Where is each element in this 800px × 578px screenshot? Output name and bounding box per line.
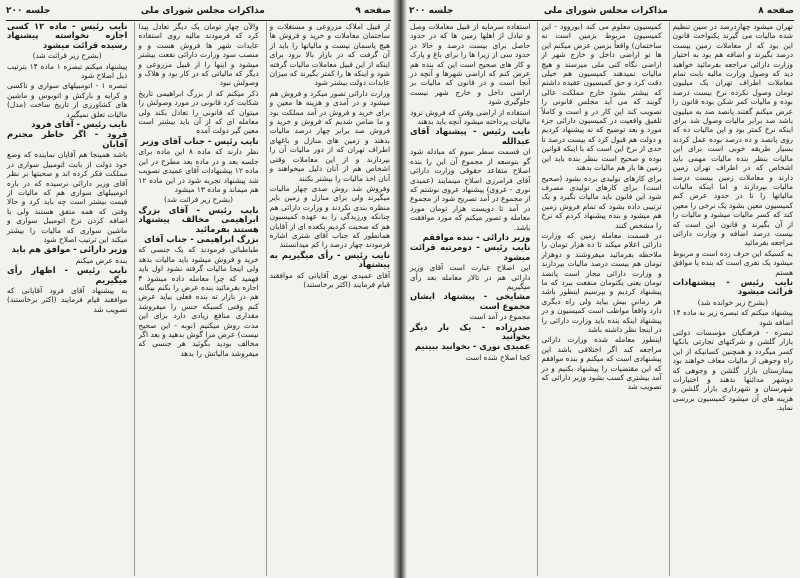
paragraph: بنده عرض میکنم: [75, 255, 128, 265]
paragraph: برای کارهای تولیدی برده بشود (صحیح است) برای کارهای تولیدی مصرف شود این قانون باید مالیات بگیرد و یک ترتیبی داده بشود که تمام فروش زمین هم میشود و بنده پیشنهاد کردم که نرخ را مشخص کنند: [541, 173, 662, 230]
session-number: جلسه ۲۰۰: [6, 6, 51, 16]
text-column: [669, 22, 796, 576]
paragraph: اینطور معامله شده وزارت دارائی مراجعه کند اگر اختلافی باشد این پیشنهادی است که میکنم و بنده موافقم که این مقتضیات را پیشنهاد بکنیم و در آمد بیشتری کسب بشود وزیر دارائی که تصویب شد: [541, 335, 662, 392]
paragraph: باشد همینجا هم آقایان نماینده که وضع خود دولت از بابت اتومبیل سواری در مملکت فکر کرده اند و صحبتها بر نظر آقای وزیر دارائی نرسیده که در باره اتومبیلهای سواری هم که مالیات از قیمت بیشتر است چه باید کرد و حالا وقتی که همه متفق هستند ولی با اضافه کردن نرخ اتومبیل سواری و ماشین سواری که مالیات را بیشتر میکند این ترتیب اصلاح شود: [7, 150, 128, 244]
text-column: [407, 22, 533, 576]
paragraph: به پیشنهاد آقای فرود آقایانی که موافقند قیام فرمایند (اکثر برخاستند) تصویب شد: [7, 285, 128, 314]
book-fold-gutter: [393, 0, 407, 578]
speaker-line: بزرگ ابراهیمی - جناب آقای: [144, 233, 259, 244]
left-page: [0, 0, 397, 578]
paragraph: طباطبائی فرمودند که یک جنسی که خرید و فروش میشود باید مالیات بدهد ولی اینجا مالیات گرفته نشود اول باید فهمید که چرا معامله داده میشود ۴ اجازه بفرمائید بنده عرض را بکنم بیگانه هم در بازار ته بنده فعلی بیاید عرض کنم وقتی کسیکه جنس را میفروشد مقداری منافع زیادی دارد برای این مدت روش میکنیم (نوبه - این صحیح نیست) عرض مرا گوش بدهید و بعد اگر مخالف بودید بگوئید هر جنسی که میفروشد مالیاتش را بدهد: [138, 245, 259, 358]
paragraph: استفاده از اراضی وقتی که فروش نرود مالیات پرداخته میشود آنچه باید بدهند: [410, 107, 531, 127]
speaker-line: فرود - اگر خاطر محترم آقایان: [7, 129, 128, 149]
paragraph: وزارت دارائی تصور میکرد و فروش هم میشود و در آمدی و هزینه ها معین و برای خرید و فروش در آمد مملکت بود و ما ضامن شدیم که فروش و خرید و فروش صد برابر چهار درصد مالیات بدهند و زمین های منازل و باغهای اطراف تهران که از دور مالیات آن را بپردازند و از این معاملات وقتی اشخاص هم از آنان دلیل میخواهند و آنان اخذ مالیات را بیشتر بکنند: [269, 88, 390, 183]
paragraph: از قبیل املاک مزروعی و مستغلات و ساختمان معاملات و خرید و فروش ها هیچ یاسمان نیست و مالیاتها را باید از آن گرفت که در بازار بالا برود برای اینکه از این قبیل معاملات مالیات گرفته شود و اینکه ها را کمتر بگیرند که میزان عایدات دولت بیشتر شود: [269, 22, 390, 88]
paragraph: پیشنهاد میکنم تبصره ۱ ماده ۱۴ بترتیب ذیل اصلاح شود: [7, 61, 128, 81]
speaker-line: صدرزاده - یک بار دیگر بخوانید: [410, 321, 531, 341]
page-number: صفحه ۹: [355, 6, 391, 16]
paragraph: این اصلاح عبارت است آقای وزیر دارائی هم در تالار معامله بعد رأی میگیریم: [410, 263, 531, 291]
paragraph: والآن چهار تومان یک دیگر تعادل پیدا کرد که فرمودند مالیه روی استفاده عایدات شهر ها فروش هست و و منصب سود وزارت دارائی نفعت بیشتر میشود و اینها را از قبیل مزروعی و دیگر که مالیاتی که در کار بود و هلاک و وصولش نبود: [138, 22, 259, 88]
left-page-header: [6, 4, 391, 21]
paragraph: کجا اصلاح شده است: [465, 352, 531, 362]
session-number: جلسه ۲۰۰: [409, 6, 454, 16]
speaker-line: نایب رئیس - رأی میگیریم به پیشنهاد: [269, 249, 390, 270]
paragraph: در قسمت معامله زمین که وزارت دارائی اعلام میکند تا ده هزار تومان را ملاحظه بفرمائید میفروشند و دوهزار تومان هم بیست درصد مالیات بپردازند و وزارت دارائی مجاز است پانصد تومان یعنی یکتومان منفعت ببرد که ما پیشنهاد کردیم و بپرسیم اینطور باشد هر زمانی بیش بیاید ولی راه دیگری دارد واقعاً مواظب است کمیسیون و در پیشنهاد اینکه بنده باید وزارت دارائی را در اینجا نظر داشته باشد: [541, 230, 662, 334]
procedural-note: (بشرح زیر قرائت شد): [163, 195, 234, 205]
speaker-line: عمیدی نوری - بخوانید ببینیم: [414, 341, 531, 352]
paragraph: به کسیکه این حرف زده است و مربوط میشود یک نفری است که بنده یا موافق هستم: [672, 248, 793, 277]
speaker-line: نایب رئیس - ماده ۱۲ کسی اجازه نخواسته پیشنهاد رسیده قرائت میشود: [7, 22, 128, 50]
speaker-line: نایب رئیس - جناب آقای وزیر: [140, 135, 259, 146]
speaker-line: وزیر دارائی - بنده موافقم: [422, 231, 531, 242]
speaker-line: مشایخی - پیشنهاد ایشان مجموع است: [410, 291, 531, 311]
text-column: [4, 22, 130, 576]
paragraph: مجموع در آمد است: [469, 312, 531, 322]
right-page-header: [409, 4, 794, 21]
speaker-line: نایب رئیس - آقای بزرگ ابراهیمی مخالف پیشنهاد هستند بفرمائید: [138, 204, 259, 234]
speaker-line: نایب رئیس - پیشنهادات قرائت میشود: [672, 276, 793, 297]
paragraph: آقای عمیدی نوری آقایانی که موافقند قیام فرمایند (اکثر برخاستند): [269, 270, 390, 289]
procedural-note: (بشرح زیر قرائت شد): [32, 51, 102, 61]
paragraph: تبصره - فرهنگیان مؤسسات دولتی بازار گلشن و شرکتهای تجارتی بانکها کسر میگردد و همچنین کسانیکه از این راه وجوهی از مالیات معاف خواهند بود بیمارستان بازار گلشن و وجوهی که دوشهر مدائنها بدهند و اختیارات شهرستان و شهرداری بازار گلشن و هزینه های آن میشود کمیسیون بررسی نماید.: [672, 328, 793, 413]
right-page: [403, 0, 800, 578]
right-page-columns: [407, 22, 796, 576]
paragraph: تبصره ۱ - اتومبیلهای سواری و تاکسی و کرایه و بارکش و اتوبوس و ماشین های کشاورزی از تاریخ ساخت (مدل) مالیات تعلق نمیگیرد: [7, 81, 128, 119]
speaker-line: نایب رئیس - اظهار رأی میگیریم: [7, 265, 128, 285]
paragraph: استفاده سرمایه از قبیل معاملات وصل و تبادل از اهلها زمین ها که در حدود حاصل برای بیست درصد و حالا در حدود سی از زیرا ها را برای باغ و پارک و کار های صحیح است این که بنده هم عرض کنم که اراضی شهرها و آنچه در آنجا است و در قانون که مالیات بر اراضی داخل و خارج شهر نیست جلوگیری شود: [410, 22, 531, 107]
paragraph: وفروش شد روش صدی چهار مالیات میگیرند ولی برای منازل و زمین بایر منظره بندی نکردند و وزارت دارائی هم چنانکه ورزیدگی را به عهده کمیسیون هم که صحبت کردیم یکعده ای از آقایان همانطور که جناب آقای شتری اشاره فرمودند چهار درصد را کم میدانستند: [269, 183, 390, 250]
paragraph: ذکر میکنم که از بزرگ ابراهیمی تاریخ شکایت کرد قانونی در مورد وصولش را میتوان که قانونی را تعادل بکند ولی معامله ای که از آن باید بیشتر است معین گیر دولت آمده: [138, 88, 259, 136]
procedural-note: (بشرح زیر خوانده شد): [697, 297, 768, 307]
speaker-line: نایب رئیس - آقای فرود: [31, 119, 128, 130]
paragraph: نظر دارند که ماده ۸ این ماده برای جلسه بعد و در ماده بعد مطرح در این ماده ۱۲ پیشنهادات آقای عمیدی تصویب شد پیشنهاد تجربه شود در این ماده ۱۲ هم میماند و ماده ۱۳ میشود: [138, 147, 259, 194]
text-column: [134, 22, 261, 576]
speaker-line: نایب رئیس - پیشنهاد آقای عبدالله: [410, 126, 531, 146]
text-column: [537, 22, 664, 576]
publication-title: مذاکرات مجلس شورای ملی: [140, 6, 265, 16]
text-column: [266, 22, 393, 576]
paragraph: پیشنهاد میکنم که تبصره زیر به ماده ۱۴ اضافه شود: [672, 308, 793, 327]
publication-title: مذاکرات مجلس شورای ملی: [543, 6, 668, 16]
left-page-columns: [4, 22, 393, 576]
paragraph: تهران میشود چهاردرصد در سین تنظیم شده مالیات می گیرند یکنواخت قانون این بود که از معاملات زمین بیست درصد بگیرند و اضافه هم بود به اختیار وزارت دارائی مراجعه بفرمائید خواهید دید که وصول وزارت مالیه بابت تمام معاملات اطراف تهران یک میلیون تومان وصول نکرده نرخ بیست درصد بوده و مالیات کمر شکن بوده قانون را عرض میکنم گفتند پانصد صد به میلیون باشد صد برابر مالیات وصول شد برای اینکه نرخ کمتر بود و این مالیات ده که روی پانصد و ده درصد بوده عمل کردند بسیار طریقه خوبی است برای این مالیات بنظر بنده مالیات مهمی باید اشخاص که در اطراف تهران زمین دارند و معاملات زمین بیست درصد مالیات بپردازند و اما اینکه مالیات مالیاتها را تا در حدود عرض کنم کمیسیون معین بشود یک نرخی را معین کند که کسر مالیات میشود و مالیات را از آن بگیرند و قانون این است که بیست درصد اضافه و وزارت دارائی مراجعه بفرمائید: [672, 22, 793, 248]
page-number: صفحه ۸: [758, 6, 794, 16]
paragraph: ان قسمت سطر سوم که مبادله شود گو بتوسعه از مجموع آن این را بنده اصلاح متقاعد حقوقی وزارت دارائی آقای فرامرزی اصلاح مینمایند (عمیدی نوری - عروی) پیشنهاد عروی نوشتم که از مجموع در آمد تصریح شود از مجموع در آمد تا دویست هزار تومان مورد معامله و تصور میکنم که مورد موافقت باشد.: [410, 147, 531, 232]
speaker-line: وزیر دارائی - موافق هم باید: [11, 244, 128, 255]
paragraph: کمیسیون معلوم می کند (بوروود - این کمیسیون مربوط بزمین است نه ساختمان) واقعاً بزمین عرض میکنم این ها تو اراضی داخل و خارج شهر از اراضی نگاه کنی ملی میرسند و هیچ مالیات نمیدهند کمیسیون هم خیلی دقت کرد و حق کمیسیون عقیده داشتم که بیشتر بشود خارج مملکت عالی گویند که می آید مجلس قانونی را تصویب کند این کار در و است و کاملاً تلفیق واقعیت در کمیسیون دارائی جزء مورد و بعد توضیح که نه پیشنهاد کردیم و دولت هم قبول کرد که بیست درصد تا حدی از نرخ این است که با اینکه قوانین بوده و صحیح است بنظر بنده باید این زمین ها باز هم مالیات بدهند: [541, 22, 662, 173]
speaker-line: نایب رئیس - دومرتبه قرائت میشود: [410, 242, 531, 262]
